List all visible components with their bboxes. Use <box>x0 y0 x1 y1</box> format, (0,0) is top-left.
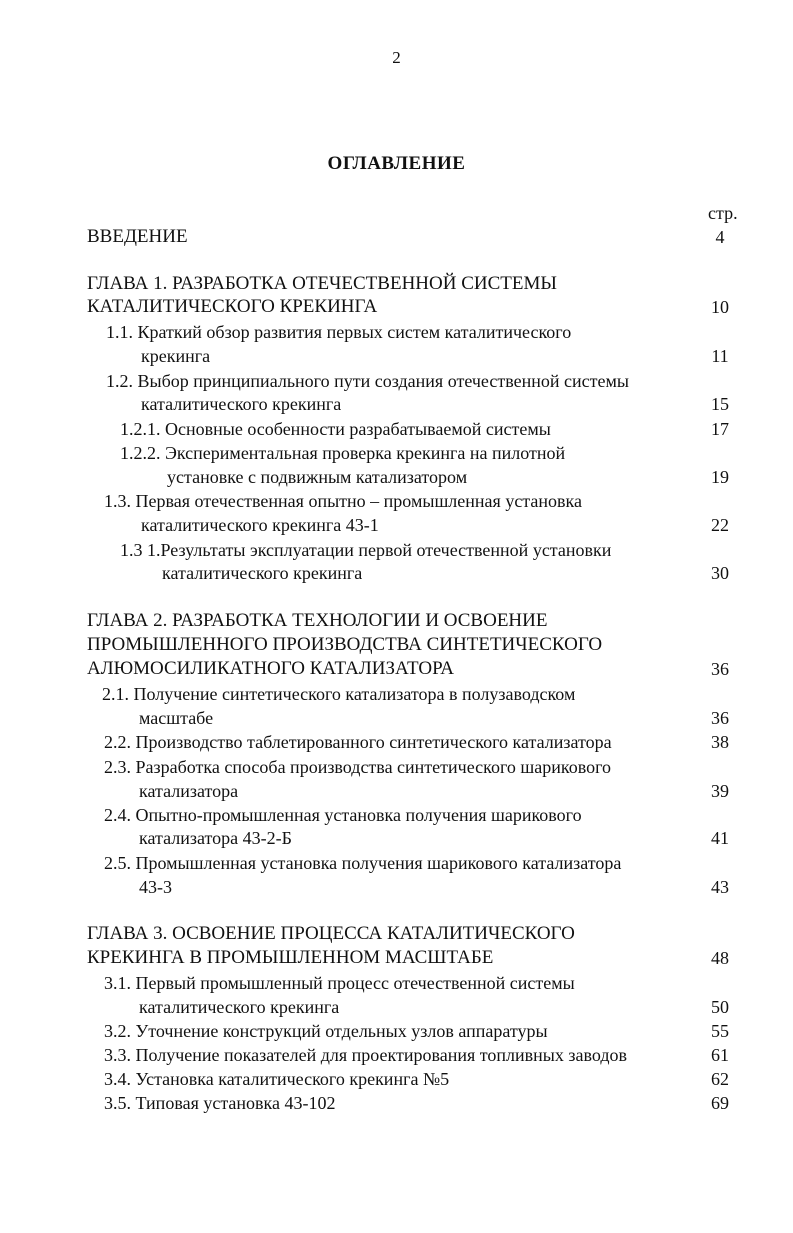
toc-entry-text: 3.3. Получение показателей для проектирования топливных заводов <box>104 1045 628 1065</box>
toc-chapter-heading: ГЛАВА 1. РАЗРАБОТКА ОТЕЧЕСТВЕННОЙ СИСТЕМЫ <box>87 273 557 294</box>
toc-page-number: 69 <box>711 1093 729 1113</box>
toc-chapter-heading: КРЕКИНГА В ПРОМЫШЛЕННОМ МАСШТАБЕ <box>87 947 494 968</box>
toc-chapter-heading: ПРОМЫШЛЕННОГО ПРОИЗВОДСТВА СИНТЕТИЧЕСКОГО <box>87 634 603 655</box>
toc-entry-text: катализатора 43-2-Б <box>139 828 292 848</box>
toc-page-number: 38 <box>711 732 729 752</box>
toc-entry-text: 1.2. Выбор принципиального пути создания отечественной системы <box>106 371 629 391</box>
toc-chapter-heading: ВВЕДЕНИЕ <box>87 226 188 247</box>
toc-entry-text: каталитического крекинга <box>162 563 363 583</box>
toc-entry-text: 2.1. Получение синтетического катализатора в полузаводском <box>102 684 576 704</box>
toc-entry-text: 3.2. Уточнение конструкций отдельных узлов аппаратуры <box>104 1021 548 1041</box>
toc-page-number: 17 <box>711 419 729 439</box>
toc-page-number: 11 <box>711 346 729 366</box>
toc-entry-text: 3.4. Установка каталитического крекинга №5 <box>104 1069 450 1089</box>
toc-page-number: 55 <box>711 1021 729 1041</box>
toc-page-number: 48 <box>711 948 729 968</box>
toc-entry-text: 2.4. Опытно-промышленная установка получения шарикового <box>104 805 582 825</box>
page-number: 2 <box>392 48 401 67</box>
toc-entry-text: 3.5. Типовая установка 43-102 <box>104 1093 336 1113</box>
toc-page-number: 19 <box>711 467 729 487</box>
toc-page-number: 15 <box>711 394 729 414</box>
toc-entry-text: катализатора <box>139 781 239 801</box>
toc-entry-text: 2.2. Производство таблетированного синтетического катализатора <box>104 732 612 752</box>
toc-page-number: 10 <box>711 297 729 317</box>
toc-page-number: 30 <box>711 563 729 583</box>
page-column-label: стр. <box>708 203 738 223</box>
toc-page-number: 43 <box>711 877 729 897</box>
toc-entry-text: каталитического крекинга 43-1 <box>141 515 379 535</box>
toc-chapter-heading: АЛЮМОСИЛИКАТНОГО КАТАЛИЗАТОРА <box>87 658 454 679</box>
toc-chapter-heading: ГЛАВА 2. РАЗРАБОТКА ТЕХНОЛОГИИ И ОСВОЕНИЕ <box>87 610 548 631</box>
toc-page-number: 41 <box>711 828 729 848</box>
toc-page-number: 61 <box>711 1045 729 1065</box>
toc-page-number: 50 <box>711 997 729 1017</box>
toc-entry-text: каталитического крекинга <box>141 394 342 414</box>
toc-entry-text: 43-3 <box>139 877 172 897</box>
toc-entry-text: 1.3 1.Результаты эксплуатации первой отечественной установки <box>120 540 612 560</box>
toc-entry-text: 2.5. Промышленная установка получения шарикового катализатора <box>104 853 622 873</box>
toc-entry-text: 2.3. Разработка способа производства синтетического шарикового <box>104 757 612 777</box>
toc-entry-text: 1.1. Краткий обзор развития первых систем каталитического <box>106 322 572 342</box>
toc-entry-text: установке с подвижным катализатором <box>167 467 468 487</box>
toc-entry-text: 1.3. Первая отечественная опытно – промышленная установка <box>104 491 582 511</box>
toc-entry-text: масштабе <box>139 708 214 728</box>
toc-page-number: 62 <box>711 1069 729 1089</box>
toc-entry-text: каталитического крекинга <box>139 997 340 1017</box>
toc-entry-text: 1.2.1. Основные особенности разрабатываемой системы <box>120 419 551 439</box>
toc-entry-text: 1.2.2. Экспериментальная проверка крекинга на пилотной <box>120 443 566 463</box>
toc-page-number: 36 <box>711 708 729 728</box>
page-title: ОГЛАВЛЕНИЕ <box>327 153 466 174</box>
toc-page-number: 4 <box>715 227 725 247</box>
toc-entry-text: крекинга <box>141 346 211 366</box>
toc-entry-text: 3.1. Первый промышленный процесс отечественной системы <box>104 973 575 993</box>
toc-chapter-heading: КАТАЛИТИЧЕСКОГО КРЕКИНГА <box>87 296 378 317</box>
toc-chapter-heading: ГЛАВА 3. ОСВОЕНИЕ ПРОЦЕССА КАТАЛИТИЧЕСКОГО <box>87 923 575 944</box>
toc-page-number: 22 <box>711 515 729 535</box>
toc-page-number: 39 <box>711 781 729 801</box>
toc-page-number: 36 <box>711 659 729 679</box>
